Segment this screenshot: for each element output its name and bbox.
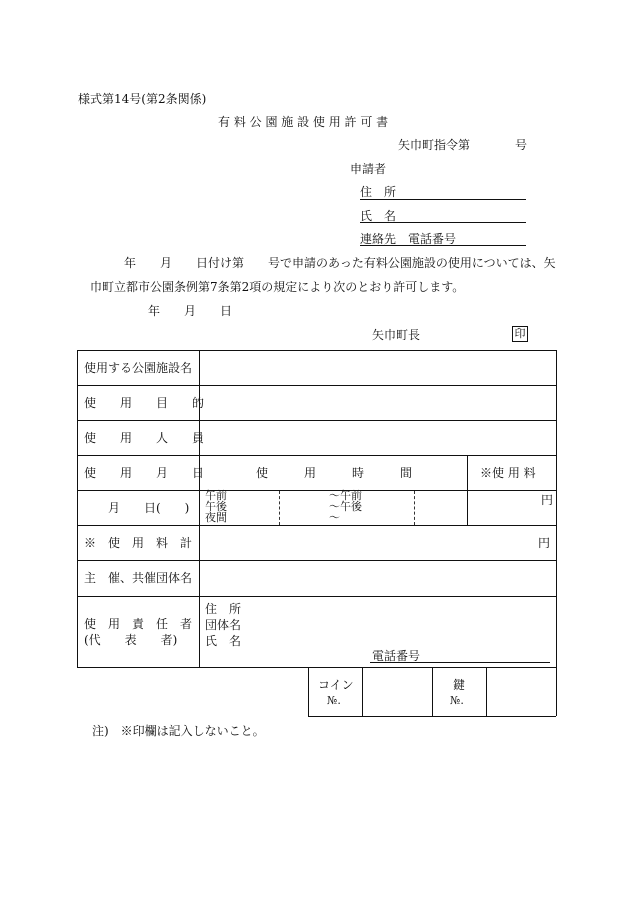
period-to-pm: ～午後 <box>329 500 362 513</box>
coin-label: コイン <box>318 678 354 692</box>
applicant-name-line <box>360 222 526 223</box>
body-text-line-2: 巾町立都市公園条例第7条第2項の規定により次のとおり許可します。 <box>90 280 465 294</box>
header-usage-time: 使 用 時 間 <box>256 466 413 480</box>
label-facility-name: 使用する公園施設名 <box>84 361 193 375</box>
applicant-contact-label: 連絡先 電話番号 <box>360 232 457 246</box>
period-to-am: ～午前 <box>329 489 362 502</box>
label-total-fee: ※ 使 用 料 計 <box>84 536 193 550</box>
total-fee-yen: 円 <box>538 536 551 550</box>
label-usage-date: 使 用 月 日 <box>84 466 205 480</box>
document-title: 有 料 公 園 施 設 使 用 許 可 書 <box>218 115 389 129</box>
mayor-label: 矢巾町長 <box>372 328 421 342</box>
period-pm: 午後 <box>205 500 227 513</box>
applicant-contact-line <box>360 245 526 246</box>
footnote: 注) ※印欄は記入しないこと。 <box>92 724 265 738</box>
applicant-address-label: 住 所 <box>360 185 397 199</box>
resp-phone-line <box>370 662 550 663</box>
usage-date-cell: 月 日( ) <box>108 501 190 515</box>
fee-yen: 円 <box>541 493 554 507</box>
form-number: 様式第14号(第2条関係) <box>78 92 207 106</box>
resp-phone-label: 電話番号 <box>372 649 421 663</box>
seal-mark: 印 <box>512 326 528 342</box>
applicant-heading: 申請者 <box>350 162 387 176</box>
resp-name-label: 氏 名 <box>205 634 242 648</box>
label-representative: (代 表 者) <box>84 633 178 647</box>
label-purpose: 使 用 目 的 <box>84 396 205 410</box>
period-night: 夜間 <box>205 511 227 524</box>
body-text-line-1: 年 月 日付け第 号で申請のあった有料公園施設の使用については、矢 <box>124 256 556 270</box>
header-usage-fee: ※使 用 料 <box>480 466 536 480</box>
key-label: 鍵 <box>453 678 466 692</box>
permit-number-suffix: 号 <box>515 138 528 152</box>
label-responsible-person: 使 用 責 任 者 <box>84 617 193 631</box>
label-organizer: 主 催、共催団体名 <box>84 571 193 585</box>
period-to-night: ～ <box>329 511 340 524</box>
resp-address-label: 住 所 <box>205 602 242 616</box>
label-people: 使 用 人 員 <box>84 431 205 445</box>
period-am: 午前 <box>205 489 227 502</box>
key-number-label: №. <box>450 694 464 707</box>
permit-date: 年 月 日 <box>148 304 233 318</box>
coin-number-label: №. <box>327 694 341 707</box>
applicant-name-label: 氏 名 <box>360 209 397 223</box>
permit-number-prefix: 矢巾町指令第 <box>398 138 471 152</box>
applicant-address-line <box>360 199 526 200</box>
resp-group-label: 団体名 <box>205 618 242 632</box>
